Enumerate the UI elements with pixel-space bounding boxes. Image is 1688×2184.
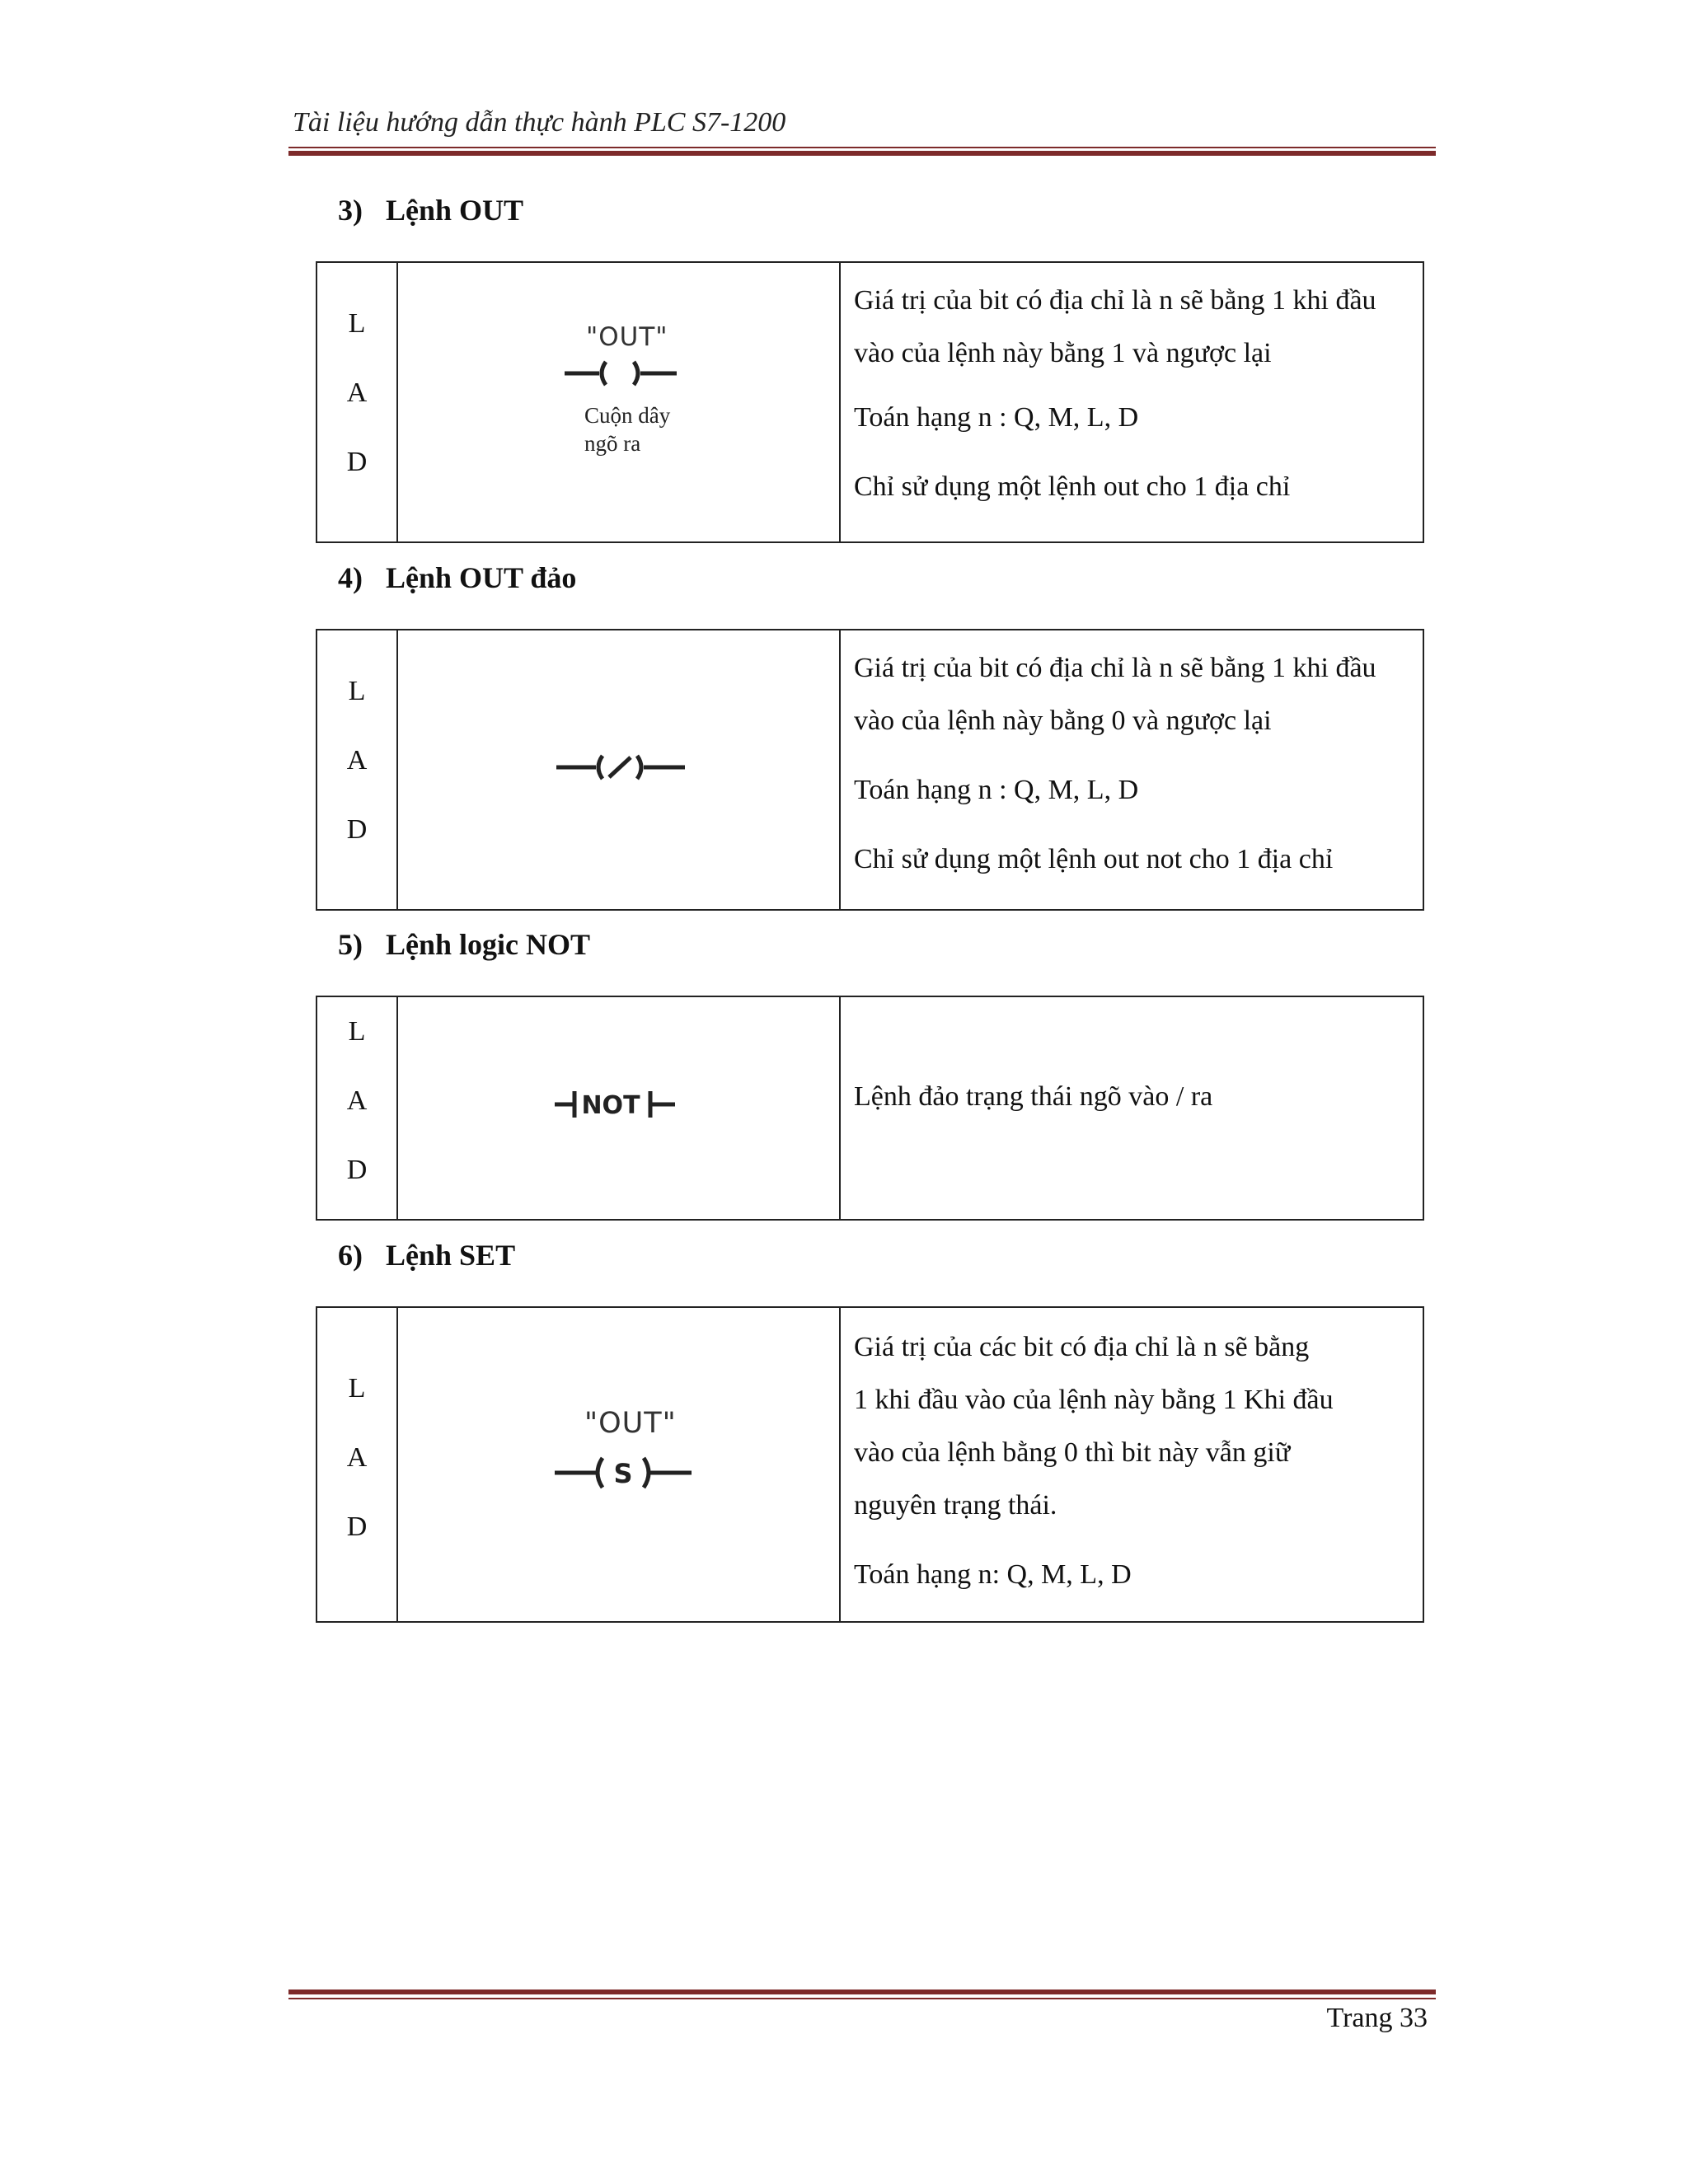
lad-symbol-cell: [398, 1308, 841, 1621]
lad-symbol-cell: [398, 630, 841, 909]
lad-letter: D: [346, 1155, 368, 1185]
symbol-caption-line: ngõ ra: [584, 431, 641, 456]
lad-description-cell: [841, 630, 1423, 909]
lad-table-logic-not: [316, 996, 1424, 1221]
lad-letter: L: [348, 308, 366, 339]
section-title: Lệnh SET: [386, 1239, 516, 1272]
lad-letter: L: [348, 1373, 366, 1404]
lad-letter: A: [346, 377, 368, 408]
section-heading-set: [338, 1238, 515, 1272]
operand-label: "OUT": [586, 322, 668, 352]
set-coil-icon: [553, 1453, 693, 1493]
lad-description-cell: [841, 263, 1423, 541]
description-line: vào của lệnh này bằng 1 và ngược lại: [854, 338, 1272, 368]
lad-letter: A: [346, 1442, 368, 1473]
coil-output-icon: [563, 357, 678, 390]
lad-letter: D: [346, 1511, 368, 1542]
section-heading-out: [338, 193, 523, 227]
description-line: Lệnh đảo trạng thái ngõ vào / ra: [854, 1081, 1213, 1112]
header-rule-thick: [288, 151, 1436, 156]
lad-table-out-not: [316, 629, 1424, 911]
lad-label-cell: [317, 263, 398, 541]
footer-rule-thin: [288, 1998, 1436, 1999]
lad-label-cell: [317, 997, 398, 1219]
description-line: Chỉ sử dụng một lệnh out not cho 1 địa chỉ: [854, 844, 1334, 874]
description-line: nguyên trạng thái.: [854, 1490, 1057, 1521]
section-title: Lệnh OUT: [386, 194, 524, 227]
set-coil-text: S: [613, 1458, 633, 1489]
lad-description-cell: [841, 997, 1423, 1219]
lad-label-cell: [317, 630, 398, 909]
negated-coil-icon: [555, 751, 687, 784]
description-line: Toán hạng n : Q, M, L, D: [854, 402, 1139, 433]
lad-table-out: [316, 261, 1424, 543]
lad-letter: D: [346, 447, 368, 477]
operand-label: "OUT": [584, 1407, 677, 1440]
description-line: Giá trị của bit có địa chỉ là n sẽ bằng 1 khi đầu: [854, 653, 1376, 683]
section-number: 4): [338, 561, 363, 594]
not-contact-icon: [553, 1086, 685, 1122]
footer-rule-thick: [288, 1990, 1436, 1994]
not-contact-text: NOT: [581, 1091, 640, 1120]
lad-label-cell: [317, 1308, 398, 1621]
description-line: Toán hạng n : Q, M, L, D: [854, 775, 1139, 805]
description-line: vào của lệnh này bằng 0 và ngược lại: [854, 705, 1272, 736]
lad-symbol-cell: [398, 997, 841, 1219]
description-line: Chỉ sử dụng một lệnh out cho 1 địa chỉ: [854, 471, 1291, 502]
lad-table-set: [316, 1306, 1424, 1623]
symbol-caption-line: Cuộn dây: [584, 403, 671, 428]
section-number: 5): [338, 928, 363, 961]
lad-letter: L: [348, 1016, 366, 1047]
lad-letter: D: [346, 814, 368, 845]
lad-symbol-cell: [398, 263, 841, 541]
description-line: Toán hạng n: Q, M, L, D: [854, 1559, 1132, 1590]
lad-letter: L: [348, 676, 366, 706]
page-header-title: Tài liệu hướng dẫn thực hành PLC S7-1200: [293, 107, 786, 138]
description-line: Giá trị của các bit có địa chỉ là n sẽ bằng: [854, 1332, 1310, 1362]
header-rule-thin: [288, 147, 1436, 148]
symbol-caption: [584, 401, 670, 457]
section-heading-logic-not: [338, 927, 590, 962]
section-title: Lệnh logic NOT: [386, 928, 591, 961]
section-number: 6): [338, 1239, 363, 1272]
lad-description-cell: [841, 1308, 1423, 1621]
section-number: 3): [338, 194, 363, 227]
description-line: 1 khi đầu vào của lệnh này bằng 1 Khi đầu: [854, 1385, 1334, 1415]
section-heading-out-not: [338, 560, 576, 595]
description-line: Giá trị của bit có địa chỉ là n sẽ bằng 1 khi đầu: [854, 285, 1376, 316]
description-line: vào của lệnh bằng 0 thì bit này vẫn giữ: [854, 1437, 1291, 1468]
section-title: Lệnh OUT đảo: [386, 561, 577, 594]
lad-letter: A: [346, 745, 368, 776]
lad-letter: A: [346, 1085, 368, 1116]
page-number: Trang 33: [1326, 2003, 1428, 2033]
